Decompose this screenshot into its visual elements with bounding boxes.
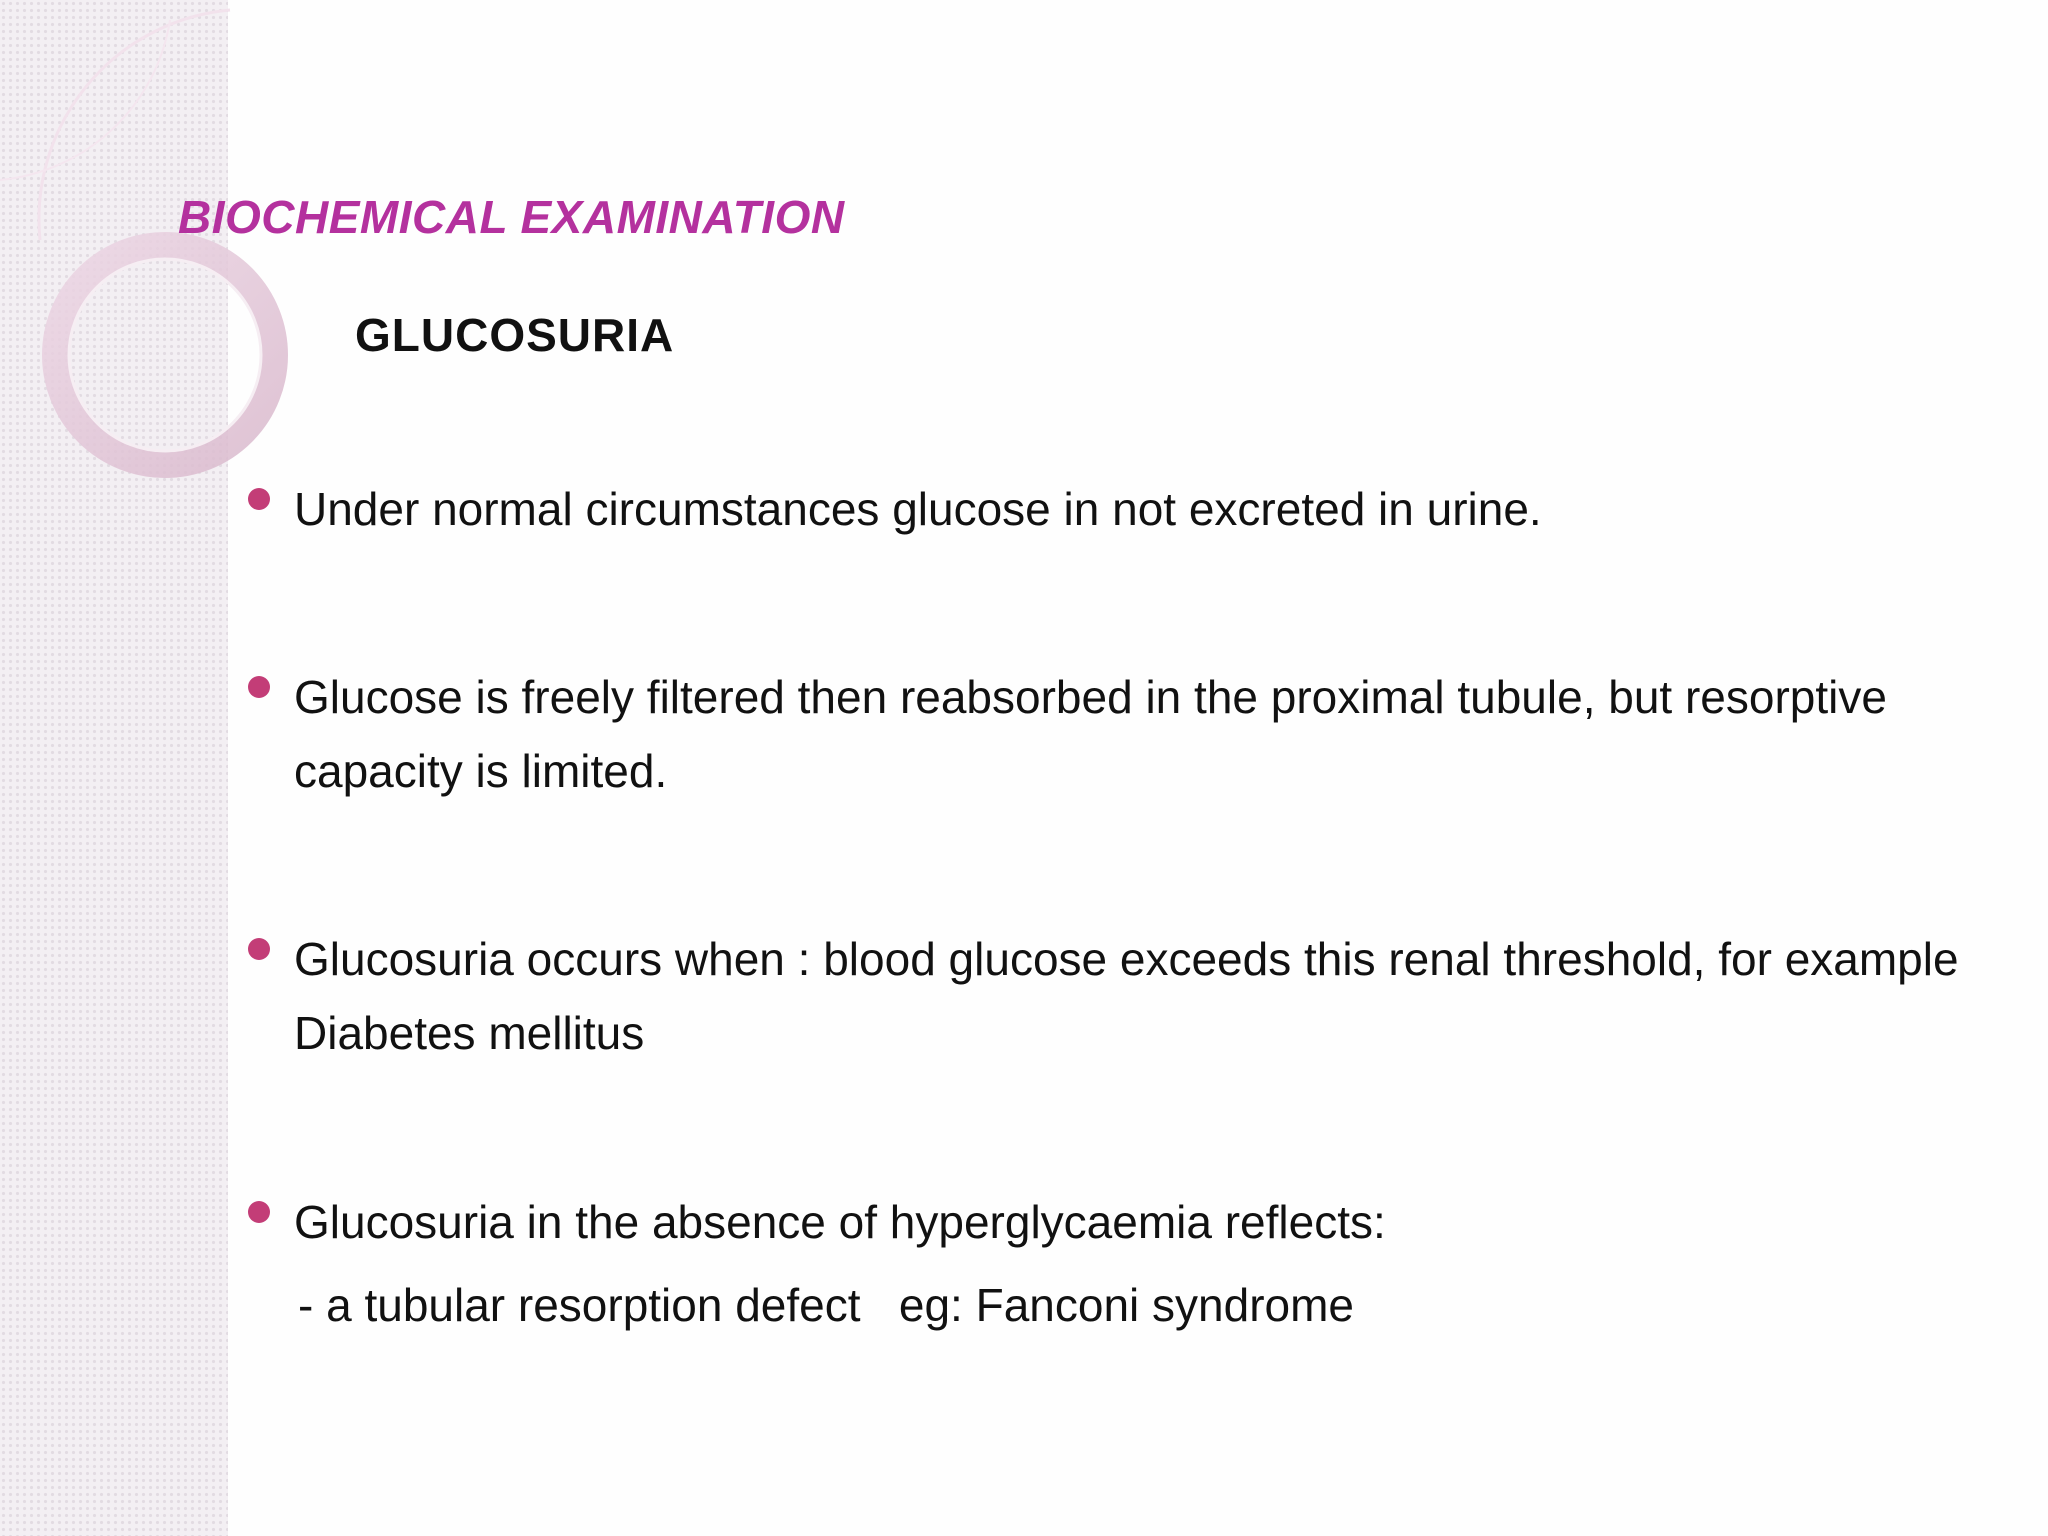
bullet-text: Glucose is freely filtered then reabsorbed in the proximal tubule, but resorptive capacity is limited. (294, 671, 1887, 797)
slide-subtitle: GLUCOSURIA (355, 309, 675, 361)
bullet-icon (248, 1201, 270, 1223)
slide-title: BIOCHEMICAL EXAMINATION (178, 191, 845, 243)
bullet-text: Glucosuria in the absence of hyperglycaemia reflects: (294, 1196, 1386, 1248)
bullet-text: Glucosuria occurs when : blood glucose exceeds this renal threshold, for example Diabetes mellitus (294, 933, 1959, 1059)
sub-point-text: - a tubular resorption defect eg: Fanconi syndrome (298, 1279, 1355, 1331)
bullet-icon (248, 676, 270, 698)
bullet-icon (248, 488, 270, 510)
ring-ornament-icon (0, 0, 400, 520)
bullet-icon (248, 938, 270, 960)
bullet-text: Under normal circumstances glucose in not excreted in urine. (294, 483, 1542, 535)
